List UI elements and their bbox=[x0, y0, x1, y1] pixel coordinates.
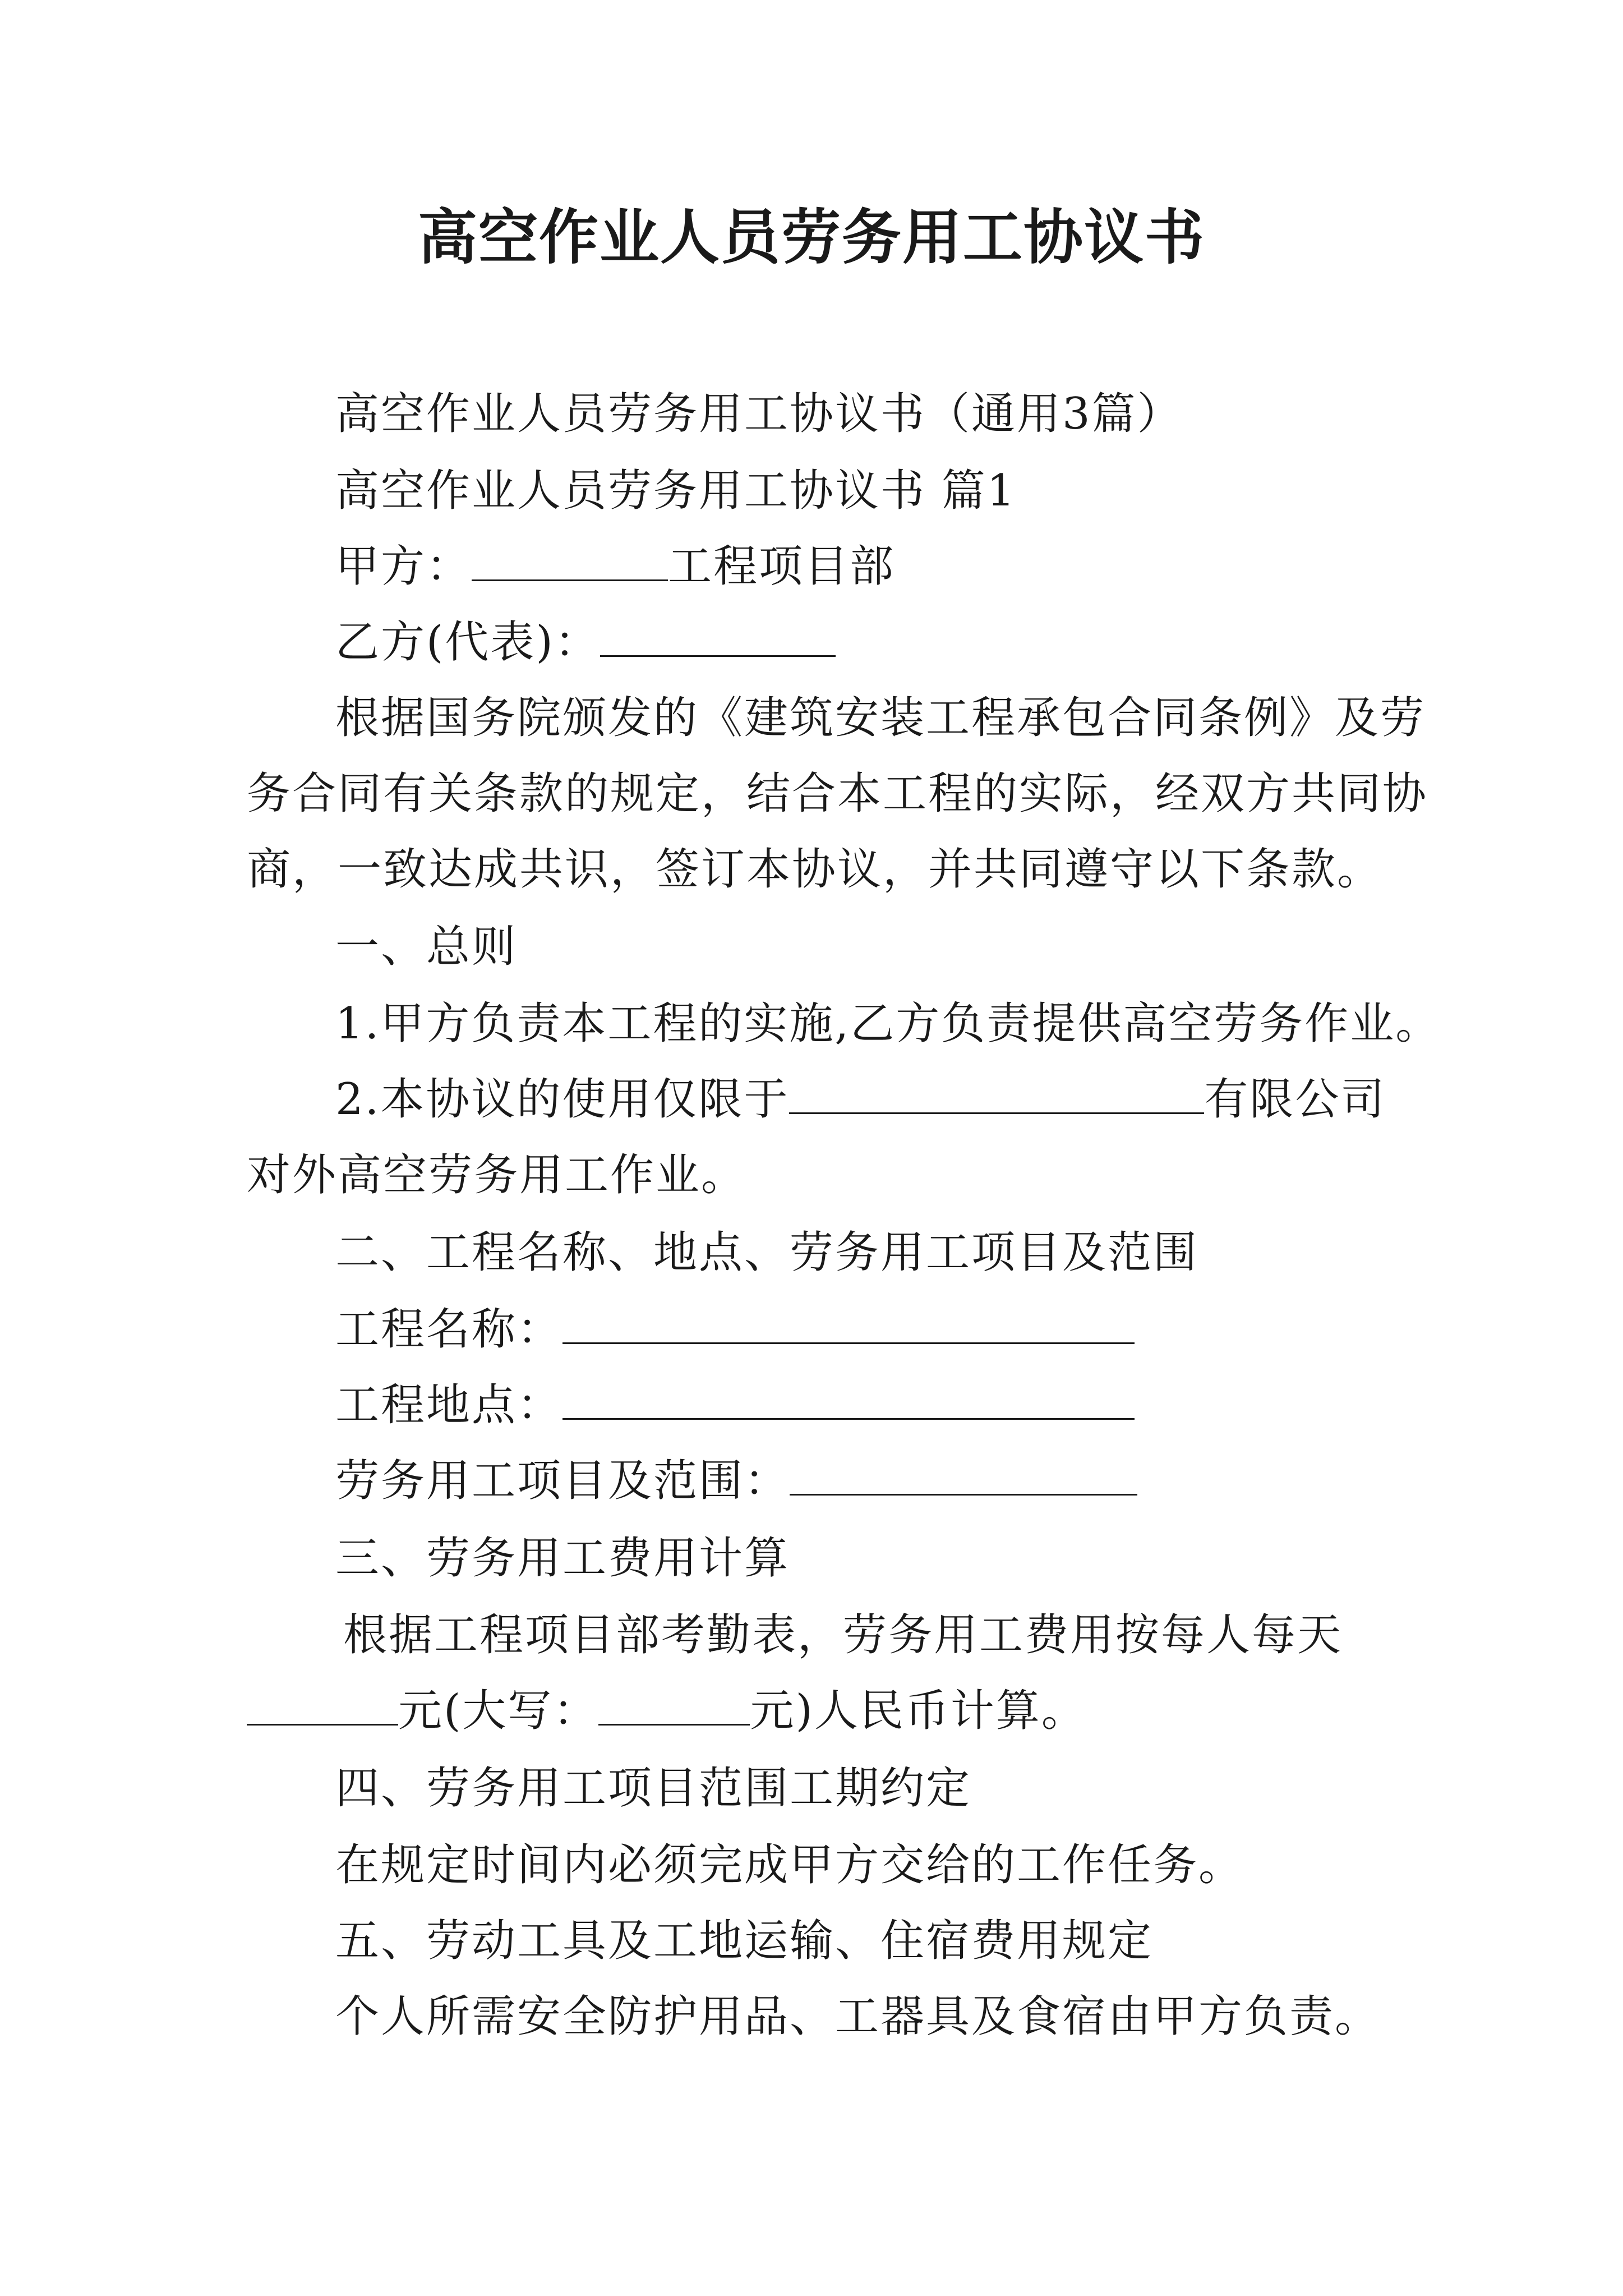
party-a-blank bbox=[472, 542, 668, 581]
section-4-heading: 四、劳务用工项目范围工期约定 bbox=[335, 1763, 972, 1814]
schedule-text: 在规定时间内必须完成甲方交给的工作任务。 bbox=[335, 1840, 1244, 1890]
clause-2-line-2: 对外高空劳务用工作业。 bbox=[247, 1150, 747, 1200]
fee-unit-1: 元(大写： bbox=[398, 1686, 599, 1736]
part-heading: 高空作业人员劳务用工协议书 篇1 bbox=[335, 466, 1017, 516]
preamble-line-2: 务合同有关条款的规定，结合本工程的实际，经双方共同协 bbox=[247, 769, 1428, 819]
section-3-heading: 三、劳务用工费用计算 bbox=[335, 1533, 790, 1584]
clause-2-line bbox=[335, 1071, 1386, 1128]
fee-line-1: 根据工程项目部考勤表，劳务用工费用按每人每天 bbox=[343, 1610, 1343, 1660]
party-b-line bbox=[335, 614, 836, 670]
party-a-label: 甲方： bbox=[335, 541, 472, 592]
clause-2-suffix: 有限公司 bbox=[1204, 1074, 1386, 1125]
labor-scope-label: 劳务用工项目及范围： bbox=[335, 1456, 790, 1506]
document-subtitle: 高空作业人员劳务用工协议书（通用3篇） bbox=[335, 389, 1183, 439]
preamble-line-3: 商，一致达成共识，签订本协议，并共同遵守以下条款。 bbox=[247, 844, 1383, 895]
project-name-blank bbox=[562, 1305, 1135, 1344]
section-5-heading: 五、劳动工具及工地运输、住宿费用规定 bbox=[335, 1916, 1154, 1966]
project-location-line bbox=[335, 1377, 1135, 1433]
fee-line-2 bbox=[247, 1683, 1087, 1739]
project-location-blank bbox=[562, 1381, 1135, 1420]
document-title: 高空作业人员劳务用工协议书 bbox=[418, 202, 1205, 272]
daily-fee-uppercase-blank bbox=[598, 1687, 750, 1726]
party-a-suffix: 工程项目部 bbox=[668, 541, 896, 592]
party-a-line bbox=[335, 539, 895, 595]
daily-fee-blank bbox=[247, 1687, 398, 1726]
section-1-heading: 一、总则 bbox=[335, 922, 518, 972]
labor-scope-line bbox=[335, 1453, 1137, 1509]
project-location-label: 工程地点： bbox=[335, 1380, 563, 1430]
project-name-line bbox=[335, 1301, 1135, 1358]
fee-unit-2: 元)人民币计算。 bbox=[750, 1686, 1087, 1736]
section-2-heading: 二、工程名称、地点、劳务用工项目及范围 bbox=[335, 1227, 1199, 1278]
labor-scope-blank bbox=[790, 1457, 1137, 1496]
project-name-label: 工程名称： bbox=[335, 1304, 563, 1355]
preamble-line-1: 根据国务院颁发的《建筑安装工程承包合同条例》及劳 bbox=[335, 693, 1426, 743]
company-blank bbox=[789, 1075, 1204, 1114]
tools-text: 个人所需安全防护用品、工器具及食宿由甲方负责。 bbox=[335, 1991, 1381, 2042]
party-b-label: 乙方(代表)： bbox=[335, 617, 600, 668]
clause-2-prefix: 2.本协议的使用仅限于 bbox=[335, 1074, 790, 1125]
party-b-blank bbox=[600, 618, 836, 657]
clause-1: 1.甲方负责本工程的实施,乙方负责提供高空劳务作业。 bbox=[335, 999, 1441, 1049]
